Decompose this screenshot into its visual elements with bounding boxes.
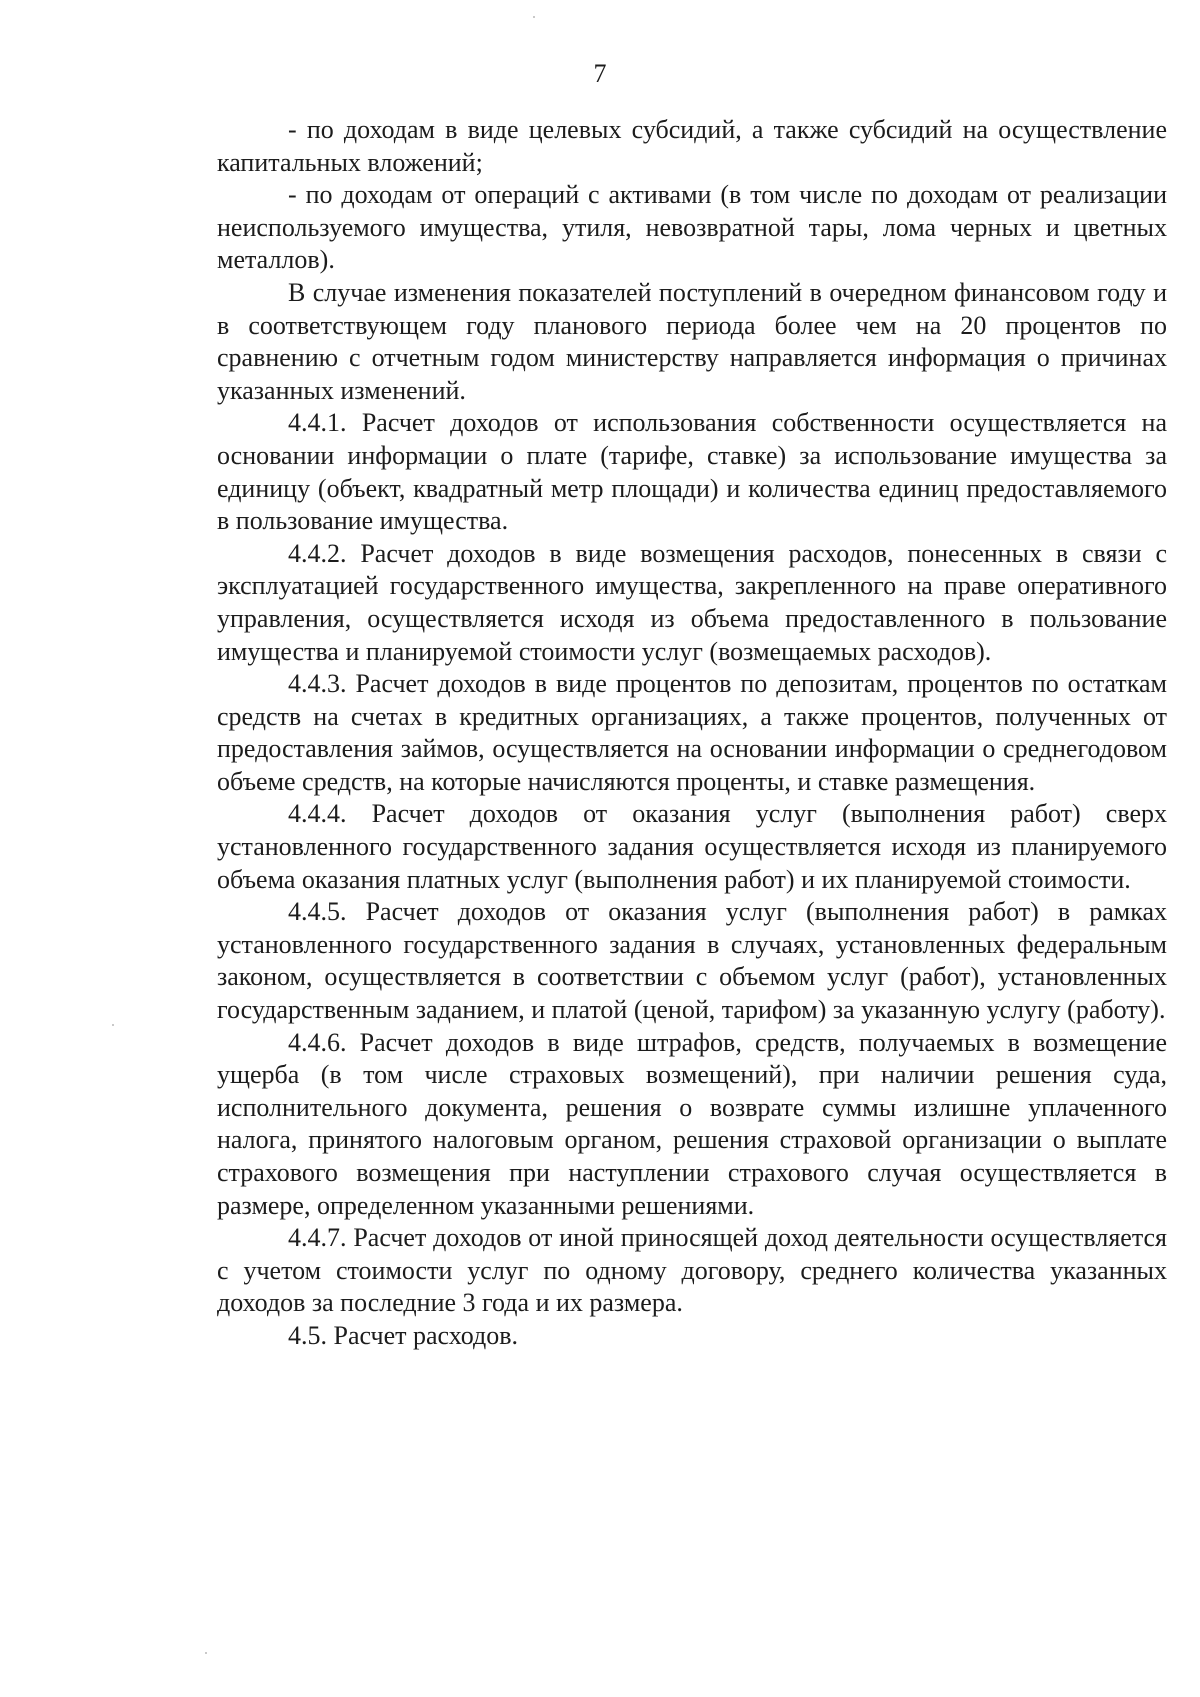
scan-speck [112, 1024, 114, 1026]
paragraph: 4.4.7. Расчет доходов от иной приносящей доход деятельности осуществляется с учетом стоимости услуг по одному договору, среднего количества указанных доходов за последние 3 года и их размера. [217, 1223, 1167, 1318]
paragraph: 4.4.6. Расчет доходов в виде штрафов, средств, получаемых в возмещение ущерба (в том числе страховых возмещений), при наличии решения суда, исполнительного документа, решения о возврате суммы излишне уплаченного налога, принятого налоговым органом, решения страховой организации о выплате страхового возмещения при наступлении страхового случая осуществляется в размере, определенном указанными решениями. [217, 1027, 1167, 1220]
paragraph: 4.4.3. Расчет доходов в виде процентов по депозитам, процентов по остаткам средств на счетах в кредитных организациях, а также процентов, полученных от предоставления займов, осуществляется на основании информации о среднегодовом объеме средств, на которые начисляются проценты, и ставке размещения. [217, 669, 1167, 796]
paragraph: 4.4.5. Расчет доходов от оказания услуг (выполнения работ) в рамках установленного государственного задания в случаях, установленных федеральным законом, осуществляется в соответствии с объемом услуг (работ), установленных государственным заданием, и платой (ценой, тарифом) за указанную услугу (работу). [217, 897, 1167, 1025]
paragraph: В случае изменения показателей поступлений в очередном финансовом году и в соответствующем году планового периода более чем на 20 процентов по сравнению с отчетным годом министерству направляется информация о причинах указанных изменений. [217, 277, 1167, 405]
paragraph: 4.4.4. Расчет доходов от оказания услуг (выполнения работ) сверх установленного государственного задания осуществляется исходя из планируемого объема оказания платных услуг (выполнения работ) и их планируемой стоимости. [217, 799, 1167, 894]
paragraph: - по доходам в виде целевых субсидий, а также субсидий на осуществление капитальных вложений; [217, 115, 1167, 177]
paragraph: 4.4.2. Расчет доходов в виде возмещения расходов, понесенных в связи с эксплуатацией государственного имущества, закрепленного на праве оперативного управления, осуществляется исходя из объема предоставленного в пользование имущества и планируемой стоимости услуг (возмещаемых расходов). [217, 538, 1167, 666]
scan-speck [533, 16, 535, 18]
document-body [217, 114, 1167, 1353]
paragraph: 4.5. Расчет расходов. [288, 1320, 519, 1350]
paragraph: 4.4.1. Расчет доходов от использования собственности осуществляется на основании информации о плате (тарифе, ставке) за использование имущества за единицу (объект, квадратный метр площади) и количества единиц предоставляемого в пользование имущества. [217, 408, 1167, 536]
scan-speck [205, 1652, 207, 1654]
page-number: 7 [593, 59, 607, 88]
paragraph: - по доходам от операций с активами (в том числе по доходам от реализации неиспользуемого имущества, утиля, невозвратной тары, лома черных и цветных металлов). [217, 180, 1167, 275]
